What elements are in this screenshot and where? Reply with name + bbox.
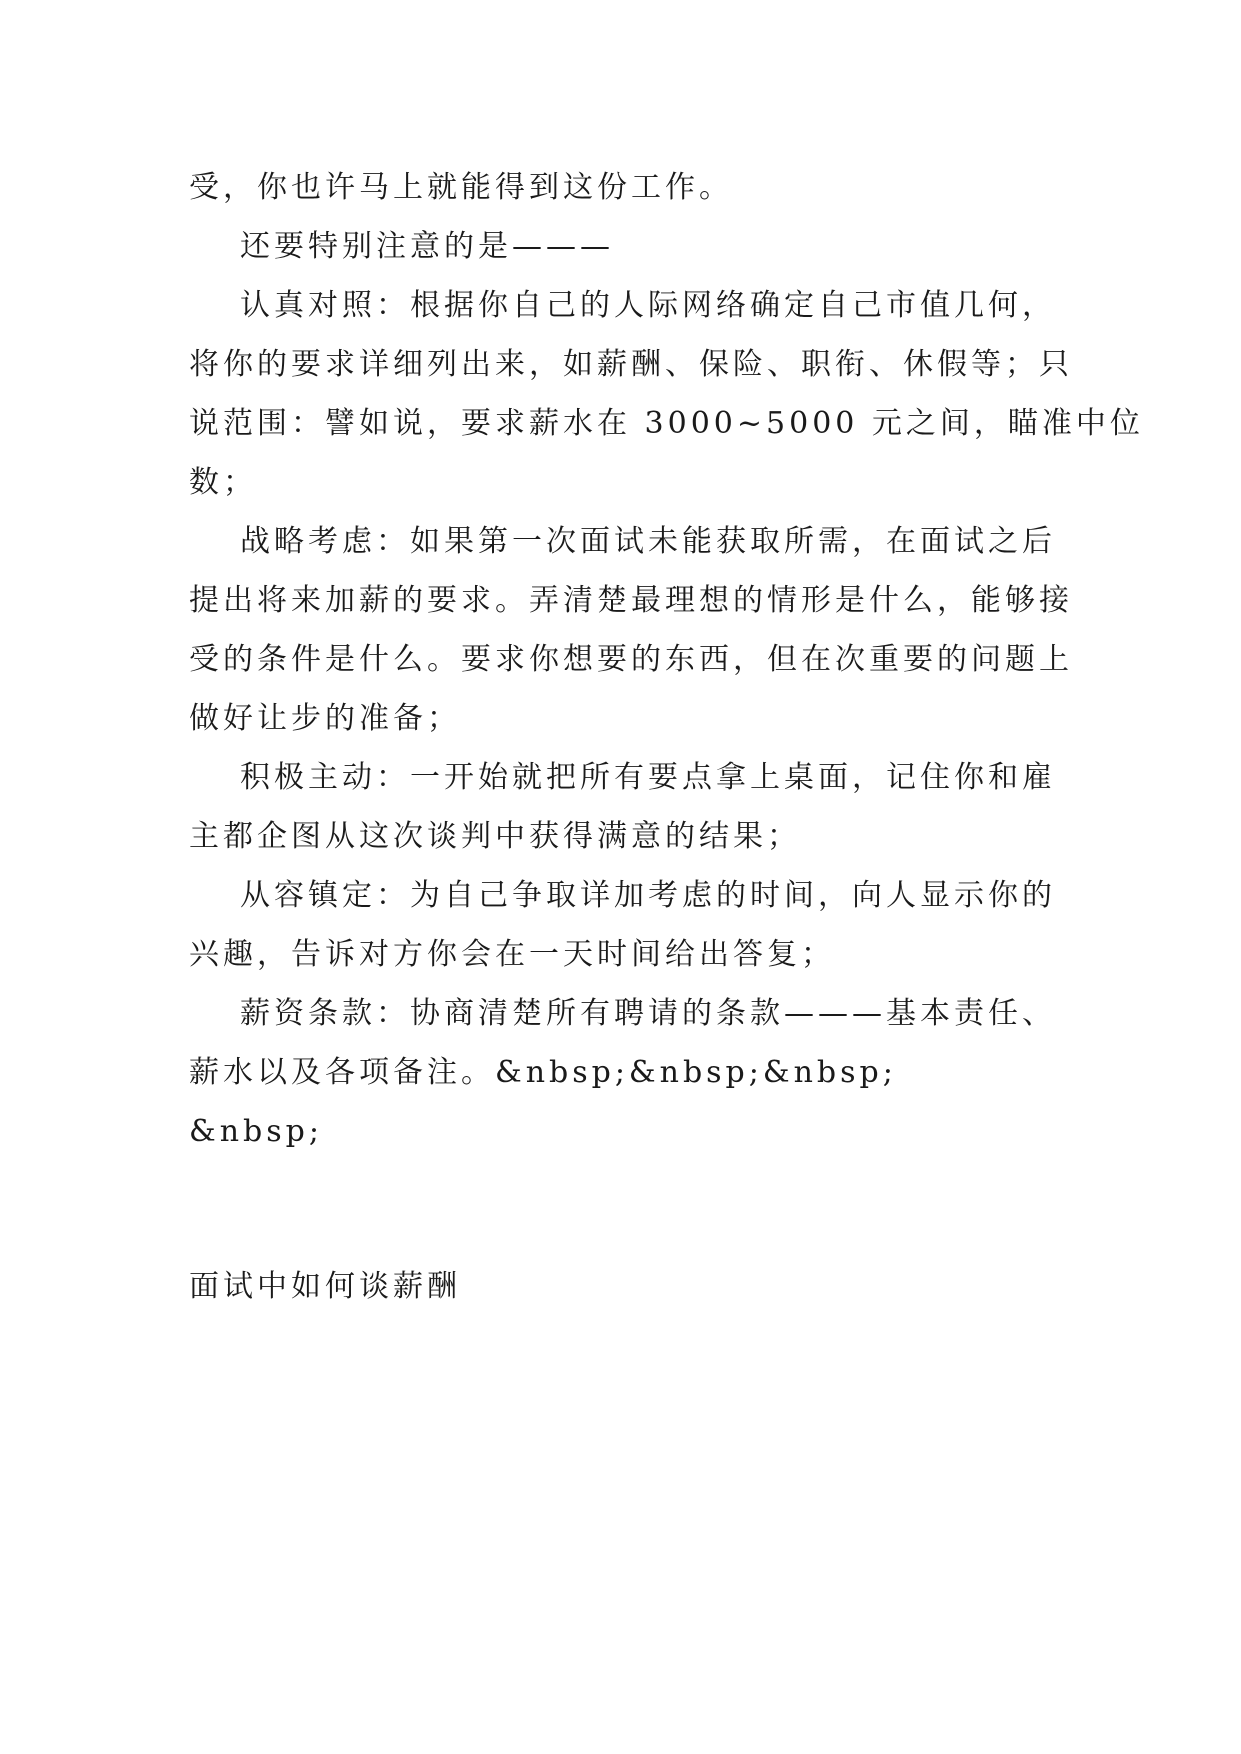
paragraph-line: 薪资条款：协商清楚所有聘请的条款———基本责任、 <box>240 996 1056 1031</box>
paragraph-line: 受的条件是什么。要求你想要的东西，但在次重要的问题上 <box>189 642 1073 677</box>
paragraph-line: 数； <box>189 465 257 500</box>
paragraph-line: 认真对照：根据你自己的人际网络确定自己市值几何， <box>240 288 1056 323</box>
paragraph-line: 主都企图从这次谈判中获得满意的结果； <box>189 819 801 854</box>
paragraph-line: 说范围：譬如说，要求薪水在 3000~5000 元之间，瞄准中位 <box>189 406 1144 441</box>
paragraph-line: &nbsp; <box>189 1114 323 1149</box>
paragraph-line: 将你的要求详细列出来，如薪酬、保险、职衔、休假等；只 <box>189 347 1073 382</box>
paragraph-line: 受，你也许马上就能得到这份工作。 <box>189 170 733 205</box>
paragraph-line: 提出将来加薪的要求。弄清楚最理想的情形是什么，能够接 <box>189 583 1073 618</box>
document-footer-title: 面试中如何谈薪酬 <box>189 1269 461 1304</box>
paragraph-line: 战略考虑：如果第一次面试未能获取所需，在面试之后 <box>240 524 1056 559</box>
paragraph-line: 还要特别注意的是——— <box>240 229 614 264</box>
paragraph-line: 积极主动：一开始就把所有要点拿上桌面，记住你和雇 <box>240 760 1056 795</box>
paragraph-line: 做好让步的准备； <box>189 701 461 736</box>
document-body <box>189 158 1144 1161</box>
paragraph-line: 薪水以及各项备注。&nbsp;&nbsp;&nbsp; <box>189 1055 897 1090</box>
paragraph-line: 从容镇定：为自己争取详加考虑的时间，向人显示你的 <box>240 878 1056 913</box>
paragraph-line: 兴趣，告诉对方你会在一天时间给出答复； <box>189 937 835 972</box>
